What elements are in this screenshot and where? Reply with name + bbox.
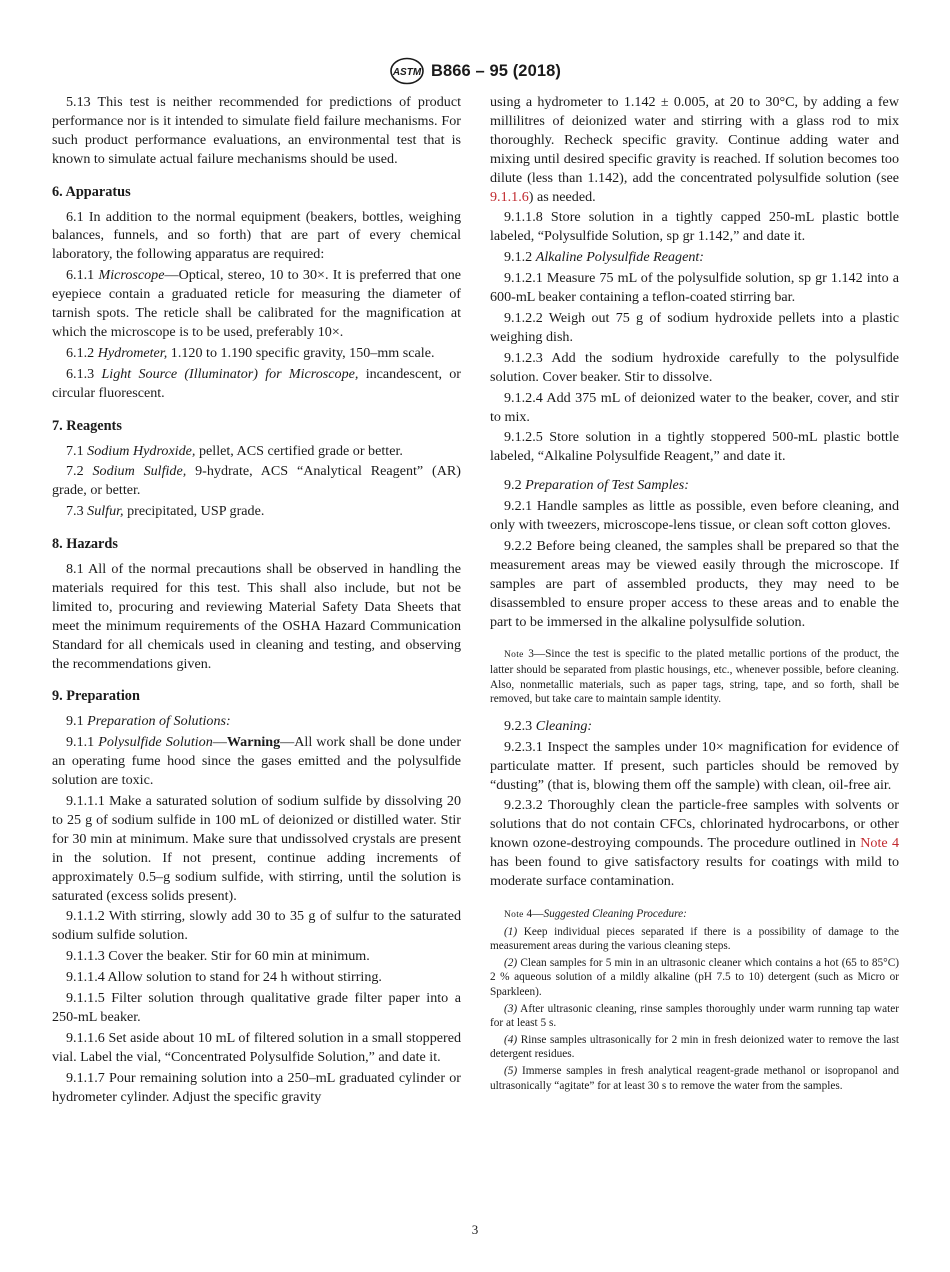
page-number: 3 [471, 1222, 479, 1237]
paragraph-9-1-2-4: 9.1.2.4 Add 375 mL of deionized water to the beaker, cover, and stir to mix. [490, 389, 899, 425]
paragraph-6-1-3: 6.1.3 Light Source (Illuminator) for Microscope, incandescent, or circular fluorescent. [52, 365, 462, 401]
paragraph-9-1-1-8: 9.1.1.8 Store solution in a tightly capped 250-mL plastic bottle labeled, “Polysulfide Solution, sp gr 1.142,” and date it. [490, 209, 899, 245]
note-4-item: (4) Rinse samples ultrasonically for 2 min in fresh deionized water to remove the last detergent residues. [490, 1033, 900, 1061]
paragraph-9-1-1-7: 9.1.1.7 Pour remaining solution into a 250–mL graduated cylinder or hydrometer cylinder. Adjust the specific gravity [52, 1069, 461, 1105]
paragraph-9-2-3: 9.2.3 Cleaning: [504, 717, 593, 734]
page-header [0, 56, 950, 86]
paragraph-9-1-2-2: 9.1.2.2 Weigh out 75 g of sodium hydroxide pellets into a plastic weighing dish. [490, 309, 899, 345]
astm-logo-icon [389, 57, 425, 85]
section-heading-preparation: 9. Preparation [52, 688, 140, 705]
paragraph-9-1-2-3: 9.1.2.3 Add the sodium hydroxide carefully to the polysulfide solution. Cover beaker. Stir to dissolve. [490, 349, 899, 385]
paragraph-9-2-1: 9.2.1 Handle samples as little as possible, even before cleaning, and only with tweezers, microscope-lens tissue, or clean soft cotton gloves. [490, 498, 899, 534]
paragraph-9-1-1-1: 9.1.1.1 Make a saturated solution of sodium sulfide by dissolving 20 to 25 g of sodium sulfide in 100 mL of deionized or distilled water. Stir for 30 min at minimum. Make sure that undissolved crystals are present in the solution. If not present, continue adding increments of approximately 0.5–g sodium sulfide, with stirring, until the solution is saturated (excess solids present). [52, 793, 461, 904]
paragraph-9-1-1: 9.1.1 Polysulfide Solution—Warning—All work shall be done under an operating fume hood since the gases emitted and the polysulfide solution are toxic. [52, 734, 462, 789]
note-3: Note 3—Since the test is specific to the plated metallic portions of the product, the latter should be separated from plastic housings, etc., whenever possible, before cleaning. Also, nonmetallic materials, such as paper tags, string, tape, and so forth, shall be removed, but take care to maintain sample identity. [490, 648, 899, 706]
paragraph-9-1-1-3: 9.1.1.3 Cover the beaker. Stir for 60 min at minimum. [66, 948, 370, 965]
paragraph-9-1-2: 9.1.2 Alkaline Polysulfide Reagent: [504, 249, 705, 266]
paragraph-7-3: 7.3 Sulfur, precipitated, USP grade. [66, 503, 265, 520]
paragraph-9-2-2: 9.2.2 Before being cleaned, the samples shall be prepared so that the measurement areas may be viewed easily through the microscope. If samples are part of assembled products, they may need to be disassembled to ensure proper access to these areas and to enable the part to be immersed in the alkaline polysulfide solution. [490, 537, 899, 630]
paragraph-5-13: 5.13 This test is neither recommended for predictions of product performance nor is it intended to simulate field failure mechanisms. For such product performance evaluations, an environmental test that is known to simulate actual failure mechanisms should be used. [52, 94, 461, 167]
note-4-item: (3) After ultrasonic cleaning, rinse samples thoroughly under warm running tap water for at least 5 s. [490, 1002, 900, 1030]
paragraph-9-1-1-6: 9.1.1.6 Set aside about 10 mL of filtered solution in a small stoppered vial. Label the vial, “Concentrated Polysulfide Solution,” and date it. [52, 1029, 461, 1065]
note-4-item: (1) Keep individual pieces separated if there is a possibility of damage to the measurement areas during the various cleaning steps. [490, 925, 899, 953]
paragraph-9-1-1-7-continued: using a hydrometer to 1.142 ± 0.005, at 20 to 30°C, by adding a few millilitres of deionized water and stirring with a glass rod to mix thoroughly. Recheck specific gravity. Continue adding water and mixing until desired specific gravity is reached. If solution becomes too dilute (less than 1.142), add the concentrated polysulfide solution (see 9.1.1.6) as needed. [490, 94, 899, 205]
section-heading-apparatus: 6. Apparatus [52, 183, 131, 200]
link-9-1-1-6[interactable]: 9.1.1.6 [490, 188, 529, 205]
paragraph-7-1: 7.1 Sodium Hydroxide, pellet, ACS certified grade or better. [66, 442, 403, 459]
paragraph-9-2-3-2: 9.2.3.2 Thoroughly clean the particle-free samples with solvents or solutions that do not contain CFCs, chlorinated hydrocarbons, or other known ozone-destroying compounds. The procedure outlined in Note 4 has been found to give satisfactory results for coatings with mild to moderate surface contamination. [490, 797, 899, 890]
paragraph-6-1-1: 6.1.1 Microscope—Optical, stereo, 10 to 30×. It is preferred that one eyepiece contain a graduated reticle for measuring the diameter of tarnish spots. The reticle shall be calibrated for the magnification at which the microscope is to be used, preferably 10×. [52, 267, 461, 340]
note-4-heading: Note 4—Suggested Cleaning Procedure: [504, 908, 687, 920]
paragraph-9-1-2-1: 9.1.2.1 Measure 75 mL of the polysulfide solution, sp gr 1.142 into a 600-mL beaker containing a teflon-coated stirring bar. [490, 270, 899, 306]
paragraph-6-1-2: 6.1.2 Hydrometer, 1.120 to 1.190 specific gravity, 150–mm scale. [66, 344, 435, 361]
paragraph-9-1-1-4: 9.1.1.4 Allow solution to stand for 24 h without stirring. [66, 969, 382, 986]
standard-designation: B866 – 95 (2018) [430, 61, 562, 80]
right-column [490, 93, 899, 1095]
paragraph-9-1: 9.1 Preparation of Solutions: [66, 713, 231, 730]
note-4-item: (5) Immerse samples in fresh analytical reagent-grade methanol or isopropanol and ultrasonically “agitate” for at least 30 s to remove the water from the samples. [490, 1064, 899, 1092]
paragraph-9-1-1-5: 9.1.1.5 Filter solution through qualitative grade filter paper into a 250-mL beaker. [52, 990, 461, 1025]
paragraph-8-1: 8.1 All of the normal precautions shall be observed in handling the materials required for this test. This shall also include, but not be limited to, procuring and reviewing Material Safety Data Sheets that meet the minimum requirements of the OSHA Hazard Communication Standard for all chemicals used in cleaning and testing, and observing the recommendations given. [52, 561, 461, 672]
link-note-4[interactable]: Note 4 [860, 835, 899, 852]
paragraph-9-2-3-1: 9.2.3.1 Inspect the samples under 10× magnification for evidence of particulate matter. If present, such particles should be removed by “dusting” (that is, blowing them off the sample) with clean, oil-free air. [490, 738, 899, 793]
note-4-item: (2) Clean samples for 5 min in an ultrasonic cleaner which contains a hot (65 to 85°C) 2 % aqueous solution of a mildly alkaline (pH 7.5 to 10) detergent (such as Micro or Sparkleen). [490, 956, 899, 998]
paragraph-6-1: 6.1 In addition to the normal equipment (beakers, bottles, weighing balances, funnels, and so forth) that are part of every chemical laboratory, the following apparatus are required: [52, 208, 461, 263]
svg-text:ASTM: ASTM [392, 67, 422, 78]
paragraph-9-1-1-2: 9.1.1.2 With stirring, slowly add 30 to 35 g of sulfur to the saturated sodium sulfide solution. [52, 908, 461, 944]
paragraph-9-2: 9.2 Preparation of Test Samples: [504, 477, 689, 494]
section-heading-hazards: 8. Hazards [52, 536, 118, 553]
section-heading-reagents: 7. Reagents [52, 417, 122, 434]
left-column [52, 93, 461, 1109]
paragraph-7-2: 7.2 Sodium Sulfide, 9-hydrate, ACS “Analytical Reagent” (AR) grade, or better. [52, 463, 461, 499]
paragraph-9-1-2-5: 9.1.2.5 Store solution in a tightly stoppered 500-mL plastic bottle labeled, “Alkaline Polysulfide Reagent,” and date it. [490, 429, 899, 465]
